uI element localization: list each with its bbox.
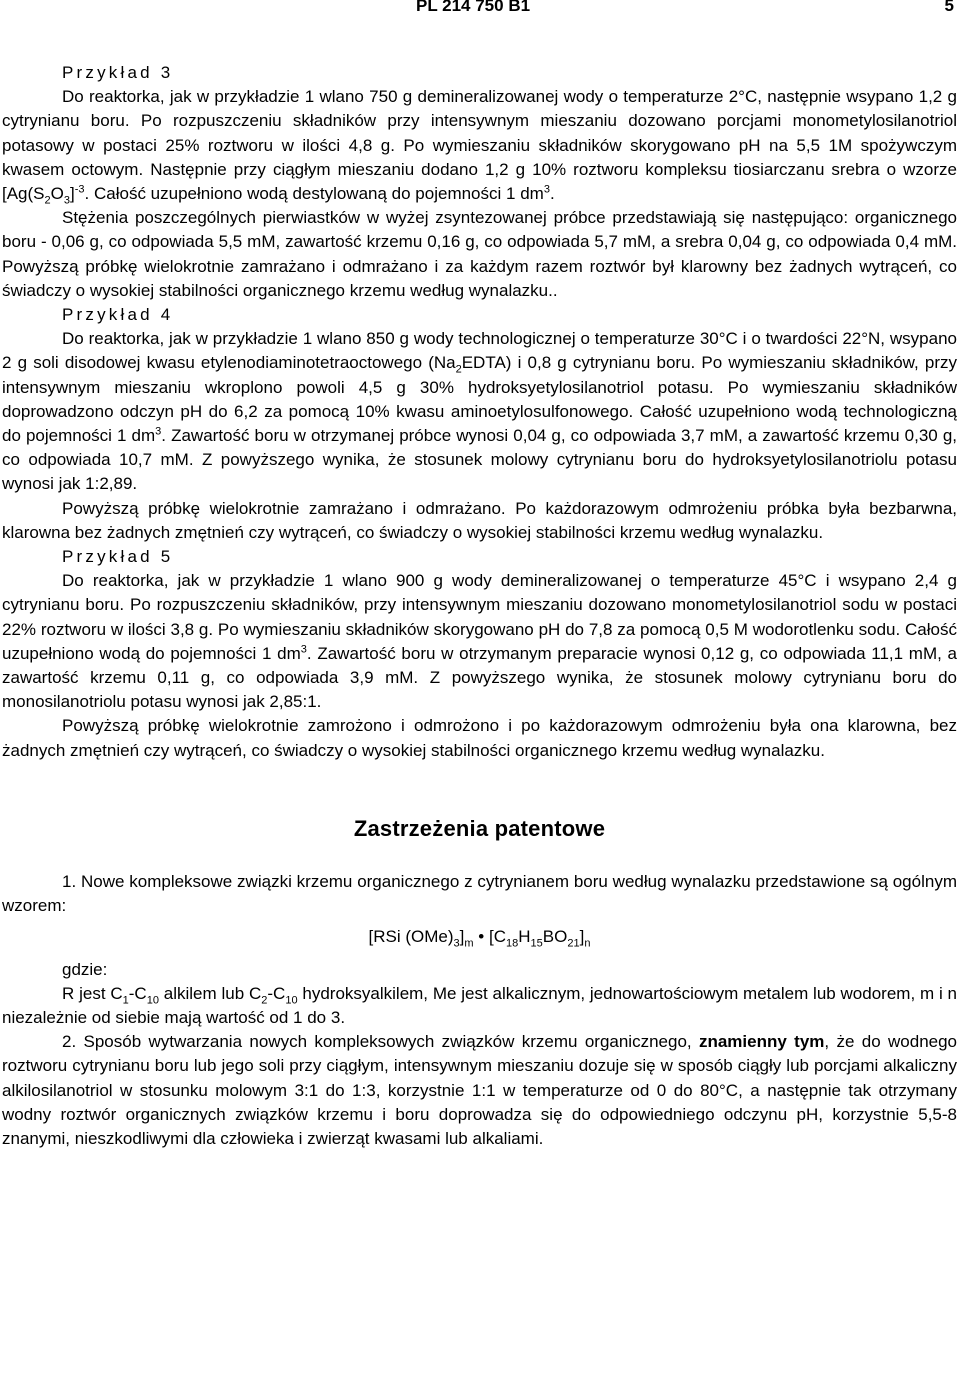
- example-5-title: Przykład 5: [62, 547, 174, 567]
- claim-2: 2. Sposób wytwarzania nowych kompleksowych związków krzemu organicznego, znamienny tym, że do wodnego roztworu cytrynianu boru lub jego soli przy ciągłym, intensywnym mieszaniu dozuje się w sposób ciągły lub porcjami alkaliczny alkilosilanotriol w stosunku molowym 3:1 do 1:3, korzystnie 1:1 w temperaturze od 0 do 80°C, a następnie tak otrzymany wodny roztwór organicznych związków krzemu i boru doprowadza się do odpowiedniego odczynu pH, korzystnie 5,5-8 znanymi, nieszkodliwymi dla człowieka i zwierząt kwasami lub alkaliami.: [2, 1032, 958, 1148]
- claims-heading: Zastrzeżenia patentowe: [353, 815, 606, 841]
- patent-number-header: PL 214 750 B1: [416, 0, 531, 15]
- example-3-title: Przykład 3: [62, 63, 174, 82]
- formula-where-label: gdzie:: [62, 959, 108, 979]
- example-4-paragraph-2: Powyższą próbkę wielokrotnie zamrażano i odmrażano. Po każdorazowym odmrożeniu próbka była bezbarwna, klarowna bez żadnych zmętnień czy wytrąceń, co świadczy o wysokiej stabilności krzemu według wynalazku.: [2, 498, 957, 542]
- document-body: [2, 61, 957, 1151]
- example-5-paragraph-1: Do reaktorka, jak w przykładzie 1 wlano 900 g wody demineralizowanej o temperaturze 45°C i wsypano 2,4 g cytrynianu boru. Po rozpuszczeniu składników, przy intensywnym mieszaniu dozowano monometylosilanotriol sodu w postaci 22% roztworu w ilości 3,8 g. Po wymieszaniu składników skorygowano pH do 7,8 za pomocą 0,5 M wodorotlenku sodu. Całość uzupełniono wodą do pojemności 1 $dm^3$. Zawartość boru w otrzymanym preparacie wynosi 0,12 g, co odpowiada 11,1 mM, a zawartość krzemu 0,11 g, co odpowiada 3,9 mM. Z powyższego wynika, że stosunek molowy cytrynianu boru do monosilanotriolu potasu wynosi jak 2,85:1.: [2, 571, 957, 712]
- formula-definitions: R jest $C_1-C_{10}$ alkilem lub $C_2-C_{10}$ hydroksyalkilem, Me jest alkalicznym, jednowartościowym metalem lub wodorem, m i n niezależnie od siebie mają wartość od 1 do 3.: [2, 983, 957, 1027]
- example-3-paragraph-1: Do reaktorka, jak w przykładzie 1 wlano 750 g demineralizowanej wody o temperaturze 2°C, następnie wsypano 1,2 g cytrynianu boru. Po rozpuszczeniu składników przy intensywnym mieszaniu dozowano porcjami monometylosilanotriol potasowy w postaci 25% roztworu w ilości 4,8 g. Po wymieszaniu składników skorygowano pH na 5,5 1M spożywczym kwasem octowym. Następnie przy ciągłym mieszaniu dodano 1,2 g 10% roztworu kompleksu tiosiarczanu srebra o wzorze [$Ag(S_2O_3]^{-3}$. Całość uzupełniono wodą destylowaną do pojemności 1 $dm^3$.: [2, 87, 957, 207]
- claim-1: 1. Nowe kompleksowe związki krzemu organicznego z cytrynianem boru według wynalazku przedstawione są ogólnym wzorem:: [2, 871, 957, 916]
- claim-2-bold-phrase: znamienny tym: [698, 1032, 825, 1052]
- example-3-paragraph-2: Stężenia poszczególnych pierwiastków w wyżej zsyntezowanej próbce przedstawiają się następująco: organicznego boru - 0,06 g, co odpowiada 5,5 mM, zawartość krzemu 0,16 g, co odpowiada 5,7 mM, a srebra 0,04 g, co odpowiada 0,4 mM. Powyższą próbkę wielokrotnie zamrażano i odmrażano i za każdym razem roztwór był klarowny bez żadnych wytrąceń, co świadczy o wysokiej stabilności organicznego krzemu według wynalazku..: [2, 208, 957, 300]
- example-4-title: Przykład 4: [62, 305, 174, 325]
- example-5-paragraph-2: Powyższą próbkę wielokrotnie zamrożono i odmrożono i po każdorazowym odmrożeniu była ona klarowna, bez żadnych zmętnień czy wytrąceń, co świadczy o wysokiej stabilności organicznego krzemu według wynalazku.: [2, 716, 957, 760]
- example-4-paragraph-1: Do reaktorka, jak w przykładzie 1 wlano 850 g wody technologicznej o temperaturze 30°C i o twardości 22°N, wsypano 2 g soli disodowej kwasu etylenodiaminotetraoctowego $(Na_2EDTA)$ i 0,8 g cytrynianu boru. Po wymieszaniu składników, przy intensywnym mieszaniu wkroplono powoli 4,5 g 30% hydroksyetylosilanotriol potasu. Po wymieszaniu składników doprowadzono odczyn pH do 6,2 za pomocą 10% kwasu aminoetylosulfonowego. Całość uzupełniono wodą technologiczną do pojemności 1 $dm^3$. Zawartość boru w otrzymanej próbce wynosi 0,04 g, co odpowiada 3,7 mM, a zawartość krzemu 0,30 g, co odpowiada 10,7 mM. Z powyższego wynika, że stosunek molowy cytrynianu boru do hydroksyetylosilanotriolu potasu wynosi jak 1:2,89.: [2, 329, 958, 494]
- general-formula: [RSi $(OMe)_3]_m$ • $[C_{18}H_{15}BO_{21}]_n$: [368, 927, 591, 950]
- page-number: 5: [944, 0, 954, 15]
